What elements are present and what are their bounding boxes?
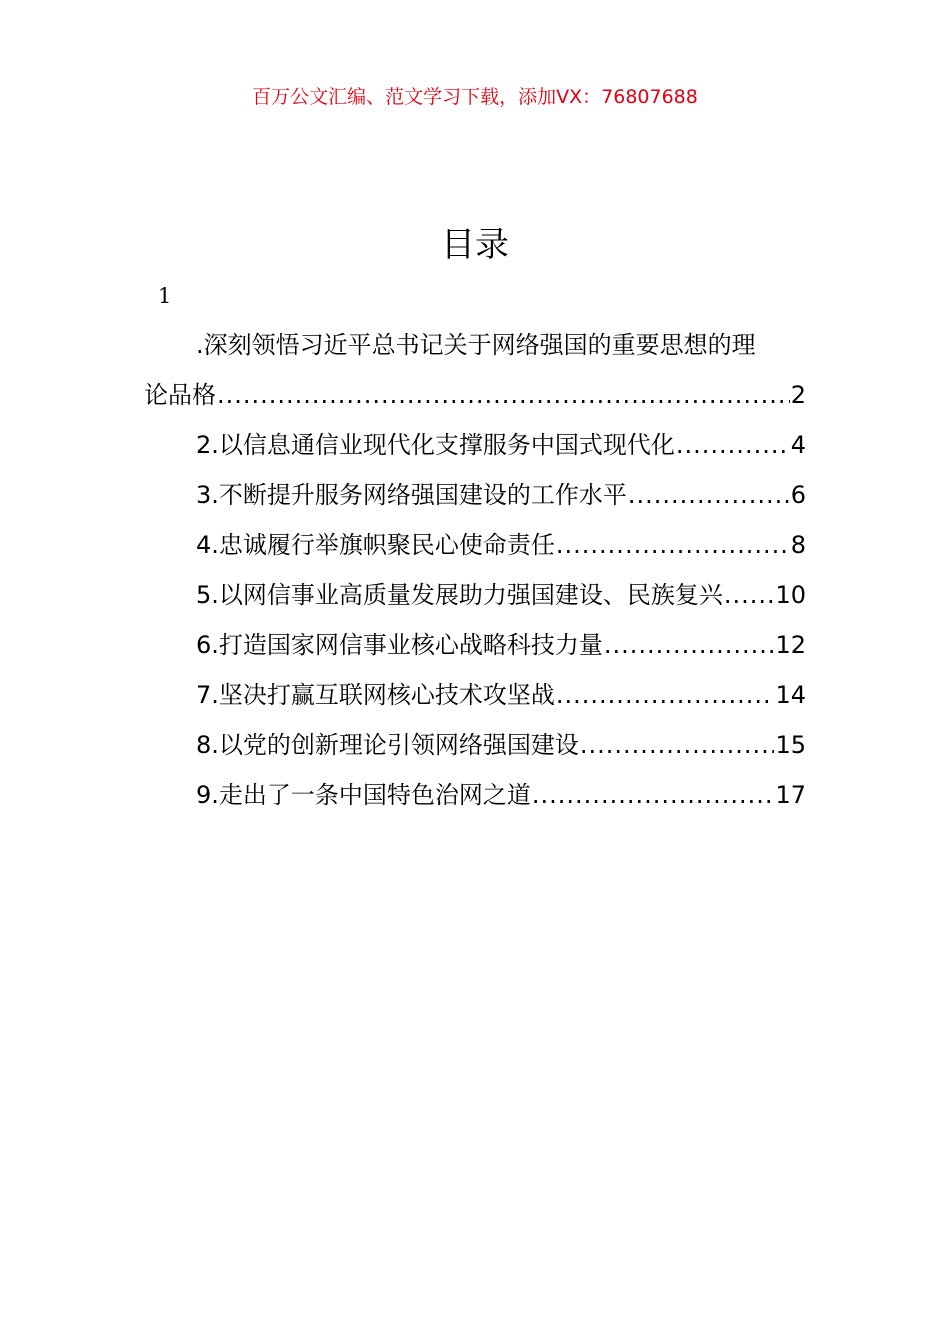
dot-leader [628, 470, 790, 520]
dot-leader [532, 770, 775, 820]
toc-page-number: 2 [790, 381, 806, 409]
toc-entry-title: 6.打造国家网信事业核心战略科技力量 [196, 631, 603, 659]
toc-entry-title-line1: .深刻领悟习近平总书记关于网络强国的重要思想的理 [196, 331, 756, 359]
page-title: 目录 [441, 225, 509, 265]
stray-number: 1 [158, 284, 172, 308]
toc-entry-title: 9.走出了一条中国特色治网之道 [196, 781, 531, 809]
toc-entry-title: 7.坚决打赢互联网核心技术攻坚战 [196, 681, 555, 709]
toc-page-number: 15 [775, 731, 806, 759]
toc-page-number: 17 [775, 781, 806, 809]
dot-leader [724, 570, 775, 620]
toc-entry-4[interactable] [144, 520, 806, 570]
toc-entry-7[interactable] [144, 670, 806, 720]
toc-entry-1[interactable] [144, 320, 806, 420]
dot-leader [676, 420, 790, 470]
toc-page-number: 4 [790, 431, 806, 459]
dot-leader [217, 370, 790, 420]
toc-entry-title: 4.忠诚履行举旗帜聚民心使命责任 [196, 531, 555, 559]
toc-entry-title: 2.以信息通信业现代化支撑服务中国式现代化 [196, 431, 675, 459]
header-note: 百万公文汇编、范文学习下载，添加VX：76807688 [252, 86, 698, 108]
toc-page-number: 12 [775, 631, 806, 659]
toc-entry-title: 8.以党的创新理论引领网络强国建设 [196, 731, 579, 759]
table-of-contents [144, 320, 806, 820]
dot-leader [556, 670, 775, 720]
toc-entry-9[interactable] [144, 770, 806, 820]
toc-entry-title-line2: 论品格 [144, 381, 216, 409]
dot-leader [604, 620, 775, 670]
toc-page-number: 14 [775, 681, 806, 709]
dot-leader [580, 720, 775, 770]
toc-page-number: 10 [775, 581, 806, 609]
toc-entry-8[interactable] [144, 720, 806, 770]
toc-entry-5[interactable] [144, 570, 806, 620]
dot-leader [556, 520, 790, 570]
toc-entry-title: 5.以网信事业高质量发展助力强国建设、民族复兴 [196, 581, 723, 609]
toc-entry-title: 3.不断提升服务网络强国建设的工作水平 [196, 481, 627, 509]
toc-entry-6[interactable] [144, 620, 806, 670]
toc-page-number: 6 [790, 481, 806, 509]
toc-page-number: 8 [790, 531, 806, 559]
toc-entry-2[interactable] [144, 420, 806, 470]
toc-entry-3[interactable] [144, 470, 806, 520]
